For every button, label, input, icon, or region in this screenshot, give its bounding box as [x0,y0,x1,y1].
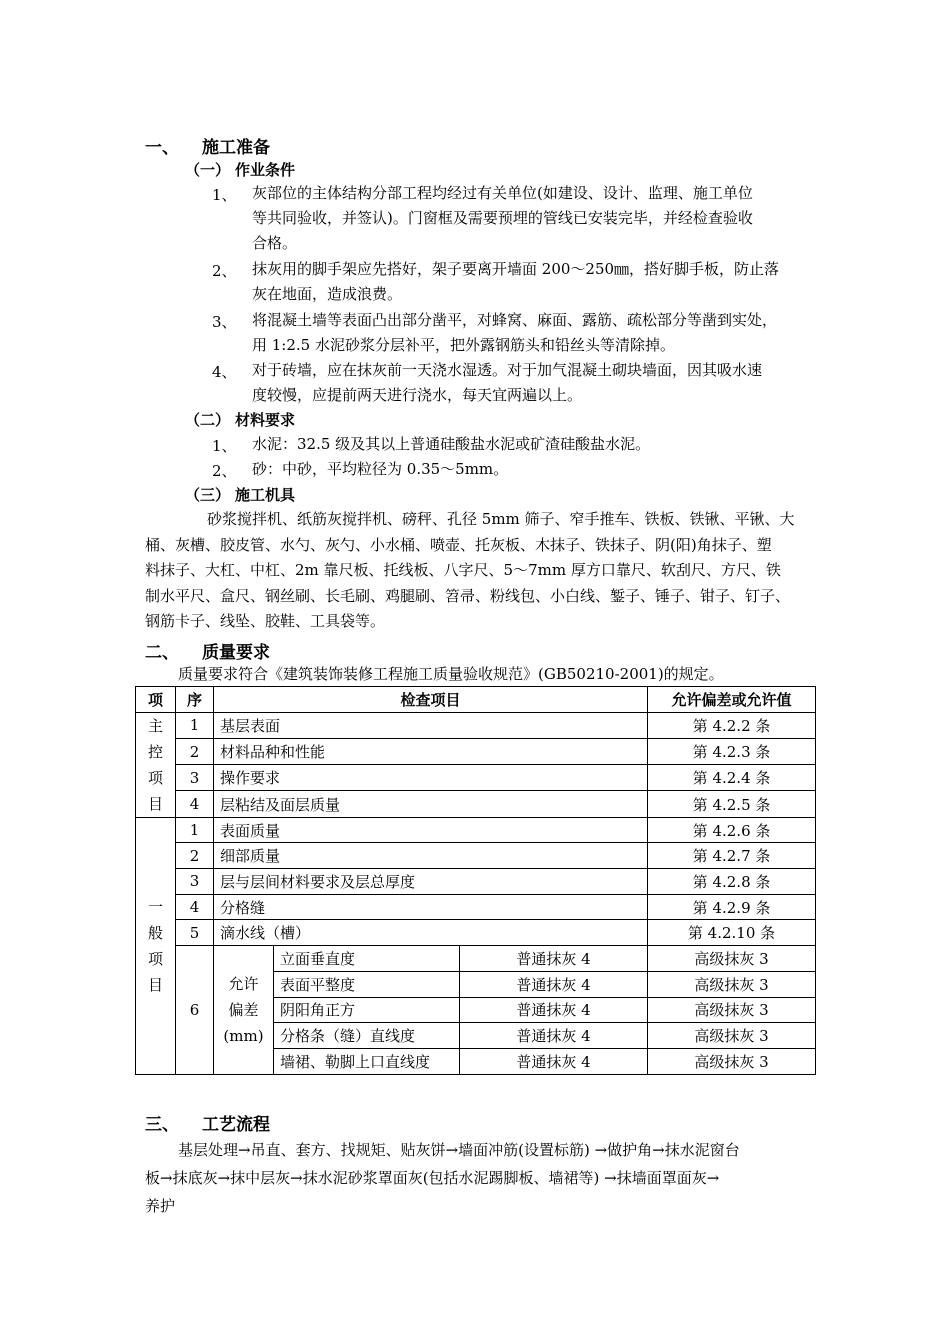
group-label-main: 主 控 项 目 [136,712,176,817]
high-cell: 高级抹灰 3 [648,1048,816,1074]
section-1-title: 施工准备 [202,138,270,158]
list-item-text: 砂：中砂，平均粒径为 0.35～5mm。 [252,460,509,478]
seq-cell: 1 [176,817,214,843]
tolerance-label: 允许 偏差 (mm) [214,946,274,1074]
value-cell: 第 4.2.9 条 [648,894,816,920]
seq-cell: 3 [176,765,214,791]
normal-cell: 普通抹灰 4 [460,1048,648,1074]
normal-cell: 普通抹灰 4 [460,971,648,997]
quality-table [135,686,816,1075]
list-item-text: 抹灰用的脚手架应先搭好，架子要离开墙面 200～250㎜，搭好脚手板，防止落 灰在地面，造成浪费。 [252,260,780,303]
seq-cell: 3 [176,869,214,895]
list-item-text: 灰部位的主体结构分部工程均经过有关单位(如建设、设计、监理、施工单位 等共同验收，并签认)。门窗框及需要预埋的管线已安装完毕，并经检查验收 合格。 [252,184,753,252]
high-cell: 高级抹灰 3 [648,946,816,972]
table-row [136,894,816,920]
value-cell: 第 4.2.8 条 [648,869,816,895]
list-item-number: 1、 [212,437,237,455]
list-item-number: 4、 [212,363,237,381]
list-item-text: 将混凝土墙等表面凸出部分凿平，对蜂窝、麻面、露筋、疏松部分等凿到实处， 用 1:2.5 水泥砂浆分层补平，把外露钢筋头和铅丝头等清除掉。 [252,311,778,354]
table-row [136,946,816,972]
normal-cell: 普通抹灰 4 [460,997,648,1023]
high-cell: 高级抹灰 3 [648,1023,816,1049]
header-cell: 序 [176,687,214,713]
list-item-text: 水泥：32.5 级及其以上普通硅酸盐水泥或矿渣硅酸盐水泥。 [252,435,651,453]
value-cell: 第 4.2.5 条 [648,791,816,817]
table-header-row [136,687,816,713]
table-row [136,765,816,791]
item-cell: 分格条（缝）直线度 [274,1023,460,1049]
value-cell: 第 4.2.2 条 [648,712,816,738]
subsection-3-title: 施工机具 [235,486,296,504]
list-item-number: 3、 [212,313,237,331]
value-cell: 第 4.2.3 条 [648,738,816,764]
item-cell: 层粘结及面层质量 [214,791,648,817]
table-row [136,791,816,817]
seq-cell: 1 [176,712,214,738]
subsection-2-number: （二） [185,411,231,429]
item-cell: 滴水线（槽） [214,920,648,946]
subsection-3-number: （三） [185,486,231,504]
item-cell: 操作要求 [214,765,648,791]
seq-cell: 6 [176,946,214,1074]
item-cell: 材料品种和性能 [214,738,648,764]
high-cell: 高级抹灰 3 [648,997,816,1023]
subsection-1-number: （一） [185,161,231,179]
section-3-title: 工艺流程 [202,1115,270,1135]
table-row [136,712,816,738]
value-cell: 第 4.2.10 条 [648,920,816,946]
section-3-number: 三、 [145,1115,179,1135]
section-2-number: 二、 [145,643,179,663]
table-row [136,869,816,895]
process-flow: 基层处理→吊直、套方、找规矩、贴灰饼→墙面冲筋(设置标筋) →做护角→抹水泥窗台 板→抹底灰→抹中层灰→抹水泥砂浆罩面灰(包括水泥踢脚板、墙裙等) →抹墙面罩面灰→ 养护 [145,1141,740,1215]
tools-paragraph: 砂浆搅拌机、纸筋灰搅拌机、磅秤、孔径 5mm 筛子、窄手推车、铁板、铁锹、平锹、大 桶、灰槽、胶皮管、水勺、灰勺、小水桶、喷壶、托灰板、木抹子、铁抹子、阴(阳)角抹子、塑 料抹子、大杠、中杠、2m 靠尺板、托线板、八字尺、5～7mm 厚方口靠尺、软刮尺、方尺、铁 制水平尺、盒尺、钢丝刷、长毛刷、鸡腿刷、笤帚、粉线包、小白线、錾子、锤子、钳子、钉子、 钢筋卡子、线坠、胶鞋、工具袋等。 [145,510,795,630]
header-cell: 允许偏差或允许值 [648,687,816,713]
subsection-2-title: 材料要求 [235,411,296,429]
item-cell: 层与层间材料要求及层总厚度 [214,869,648,895]
header-cell: 项 [136,687,176,713]
table-row [136,843,816,869]
quality-intro: 质量要求符合《建筑装饰装修工程施工质量验收规范》(GB50210-2001)的规定。 [178,665,724,683]
header-cell: 检查项目 [214,687,648,713]
item-cell: 表面平整度 [274,971,460,997]
list-item-number: 1、 [212,186,237,204]
section-1-number: 一、 [145,138,179,158]
seq-cell: 2 [176,738,214,764]
table-row [136,738,816,764]
value-cell: 第 4.2.6 条 [648,817,816,843]
value-cell: 第 4.2.7 条 [648,843,816,869]
subsection-1-title: 作业条件 [235,161,296,179]
seq-cell: 5 [176,920,214,946]
high-cell: 高级抹灰 3 [648,971,816,997]
table-row [136,817,816,843]
item-cell: 细部质量 [214,843,648,869]
table-row [136,920,816,946]
item-cell: 分格缝 [214,894,648,920]
seq-cell: 4 [176,791,214,817]
list-item-number: 2、 [212,262,237,280]
section-2-title: 质量要求 [202,643,270,663]
item-cell: 基层表面 [214,712,648,738]
value-cell: 第 4.2.4 条 [648,765,816,791]
list-item-number: 2、 [212,462,237,480]
normal-cell: 普通抹灰 4 [460,946,648,972]
item-cell: 立面垂直度 [274,946,460,972]
item-cell: 表面质量 [214,817,648,843]
group-label-general: 一 般 项 目 [136,817,176,1074]
seq-cell: 4 [176,894,214,920]
seq-cell: 2 [176,843,214,869]
normal-cell: 普通抹灰 4 [460,1023,648,1049]
item-cell: 阴阳角正方 [274,997,460,1023]
list-item-text: 对于砖墙，应在抹灰前一天浇水湿透。对于加气混凝土砌块墙面，因其吸水速 度较慢，应提前两天进行浇水，每天宜两遍以上。 [252,361,763,404]
item-cell: 墙裙、勒脚上口直线度 [274,1048,460,1074]
